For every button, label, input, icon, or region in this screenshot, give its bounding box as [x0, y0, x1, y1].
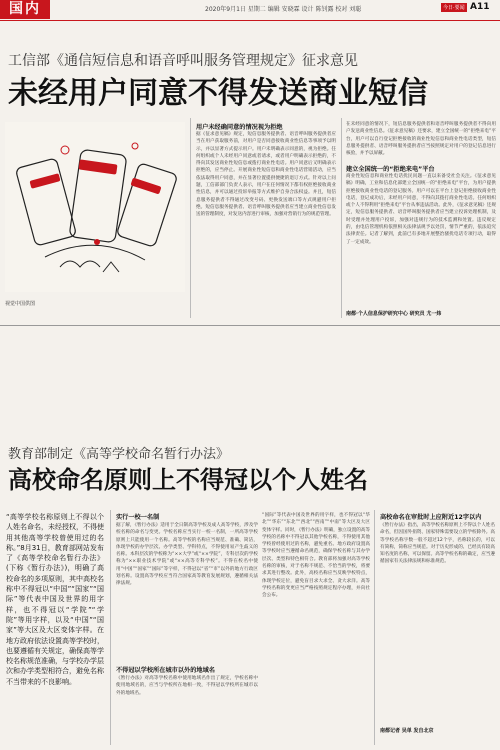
article1-byline: 南都·个人信息保护研究中心 研究员 尤一炜: [346, 311, 442, 317]
article1-kicker: 工信部《通信短信息和语音呼叫服务管理规定》征求意见: [8, 53, 358, 69]
category-badge: 今日·要闻: [443, 5, 465, 11]
article1-col-b2: 商业性短信息和商业性电话扰民问题一直以来备受社会关注。《征求意见稿》明确，工业和信息化部建立全国统一的“拒绝来电”平台，为用户提供拒绝接收商业性电话的登记服务。用户可以在平台上登记拒绝接收商业性电话，登记成功后，未经用户同意，不得向其拨打商业性电话。任何组织或个人不得利用“拒绝来电”平台从事违法活动。此外，《征求意见稿》还规定，短信息服务提供者、语音呼叫服务提供者应当建立投诉处理机制，及时受理并处理用户投诉，加强对违规行为的技术监测和处置。违反规定的，由电信管理机构依照相关法律法规予以处罚，情节严重的，依法追究法律责任。记者了解到，此前已有多地开展整治骚扰电话专项行动，取得了一定成效。: [346, 174, 496, 245]
article2-byline: 南都记者 吴单 发自北京: [380, 728, 434, 734]
article2-headline: 高校命名原则上不得冠以个人姓名: [8, 466, 368, 494]
column-divider: [341, 118, 342, 318]
article2-col3: 《暂行办法》指出，高等学校名称原则上不得以个人姓名命名，但因国外捐资、国家特殊需要设立的学校除外。高等学校名称字数一般不超过12个字，名称较长的，可以有简称，简称应当规范。对于历史形成的、已经具有较高知名度的名称，可以保留。高等学校名称的确定，应当遵循国家有关法律法规和标准规范。: [380, 523, 495, 565]
illustration-caption: 视觉中国供图: [5, 301, 36, 307]
article2-col1-subhead: 实行一校一名制: [116, 514, 160, 521]
page-number: A11: [470, 2, 490, 12]
article2-col1: 据了解，《暂行办法》适用于全日制高等学校及成人高等学校，涉及学校名称的命名与变更。学校名称应当实行一校一名制，一所高等学校原则上只能使用一个名称。高等学校的名称应当规范、准确、简洁，体现学校的办学层次、办学类型、学科特点，不得使用易产生歧义的名称。本科层次的学校称为“××大学”或“××学院”，专科层次的学校称为“××职业技术学院”或“××高等专科学校”。不得在校名中使用“中国”“国家”“国际”等字样，不得冠以“省”“市”以外的地方行政区划名称。设置高等学校应当符合国家高等教育发展规划，遵循相关法律法规。: [116, 523, 258, 587]
article2-col1-subhead2: 不得冠以学校所在城市以外的地域名: [116, 667, 215, 674]
illustration: [5, 122, 185, 292]
article1-col-b-subhead: 建立全国统一的“拒绝来电”平台: [346, 166, 435, 173]
article2-col2: “国际”等代表中国及世界的用字样，也不得冠以“华北”“华东”“东北”“西北”“西南”“中南”等大区及大区变体字样。同时，《暂行办法》明确，独立设置的高等学校的名称中不得冠以其他学校名称，不得使用其他学校曾经使用过的名称，避免重名。地方政府设置高等学校时应当遵循命名规范，确保学校名称与其办学层次、类型和特色相符合。教育部将加强对高等学校名称的审核，对于名称不规范、不恰当的学校，将要求其进行整改。此外，高校名称应当反映学校特点，体现学校定位，避免盲目求大求全、贪大求洋。高等学校名称的变更应当严格按照规定程序办理，并向社会公布。: [262, 513, 370, 599]
dateline: 2020年9月1日 星期二 编辑 安晓霖 设计 陈钊露 校对 刘聪: [205, 6, 362, 13]
article1-headline: 未经用户同意不得发送商业短信: [8, 76, 428, 111]
article1-col-b: 在未经同意的情况下，短信息服务提供者和语音呼叫服务提供者不得向用户发送商业性信息。《征求意见稿》还要求，建立全国统一的“拒绝来电”平台，用户可以自行登记拒绝接收的商业性短信息和商业性电话类型，短信息服务提供者、语音呼叫服务提供者应当按照规定对用户的登记信息进行核验，并予以屏蔽。: [346, 122, 496, 157]
column-divider: [190, 118, 191, 318]
page-header: [0, 0, 500, 20]
article2-kicker: 教育部制定《高等学校命名暂行办法》: [8, 447, 230, 462]
column-divider: [374, 510, 375, 745]
article2-lead: “高等学校名称原则上不得以个人姓名命名，未经授权，不得使用其他高等学校曾使用过的名称。”8月31日，教育部网站发布了《高等学校命名暂行办法》(下称《暂行办法》)，明确了高校命名的多项原则，其中高校名称中不得冠以“中国”“国家”“国际”等代表中国及世界的用字样，也不得冠以“学院”“学院”等用字样，以及“中国”“国家”等大区及大区变体字样。在地方政府依法设置高等学校时，也要遵循有关规定，确保高等学校名称规范准确，与学校办学层次和办学类型相符合，避免名称不当带来的不良影响。: [6, 513, 104, 686]
section-label: 国内: [0, 0, 50, 19]
article1-col-a-subhead: 用户未经确同意的情况视为拒绝: [196, 124, 283, 131]
article1-col-a: 据《征求意见稿》规定，短信息服务提供者、语音呼叫服务提供者应当在用户获取服务前，对用户是否同意接收商业性信息等事项予以明示，并以显著方式提示用户。用户未明确表示同意的，视为拒绝。任何组织或个人未经用户同意或者请求，或者用户明确表示拒绝的，不得向其发送商业性短信息或拨打商业性电话。用户同意后又明确表示拒绝的，应当停止。开展商业性短信息和商业性电话营销活动，应当依法取得用户同意，并在显著位置提供便捷的退订方式。针对以上问题，工信部部门负责人表示，用户在任何情况下都有权拒绝接收商业性信息，并可以通过投诉举报等方式维护自身合法权益。并且，短信息服务提供者不得通过改变号码、更换发送端口等方式规避用户拒绝。短信息服务提供者、语音呼叫服务提供者应当建立商业性信息发送的管理制度，对发送内容进行审核，加强对营销行为的规范管理。: [196, 132, 336, 218]
article2-col1b: 《暂行办法》对高等学校名称中使用地域名作出了规定，学校名称中使用地域名的，应当与学校所在地相一致，不得冠以学校所在城市以外的地域名。: [116, 676, 258, 696]
article-divider: [0, 325, 500, 326]
phone-illustration-icon: [5, 122, 185, 292]
column-divider: [110, 510, 111, 745]
header-rule: [0, 20, 500, 21]
article2-col3-subhead: 高校命名在审批时上应附近12字以内: [380, 514, 482, 521]
